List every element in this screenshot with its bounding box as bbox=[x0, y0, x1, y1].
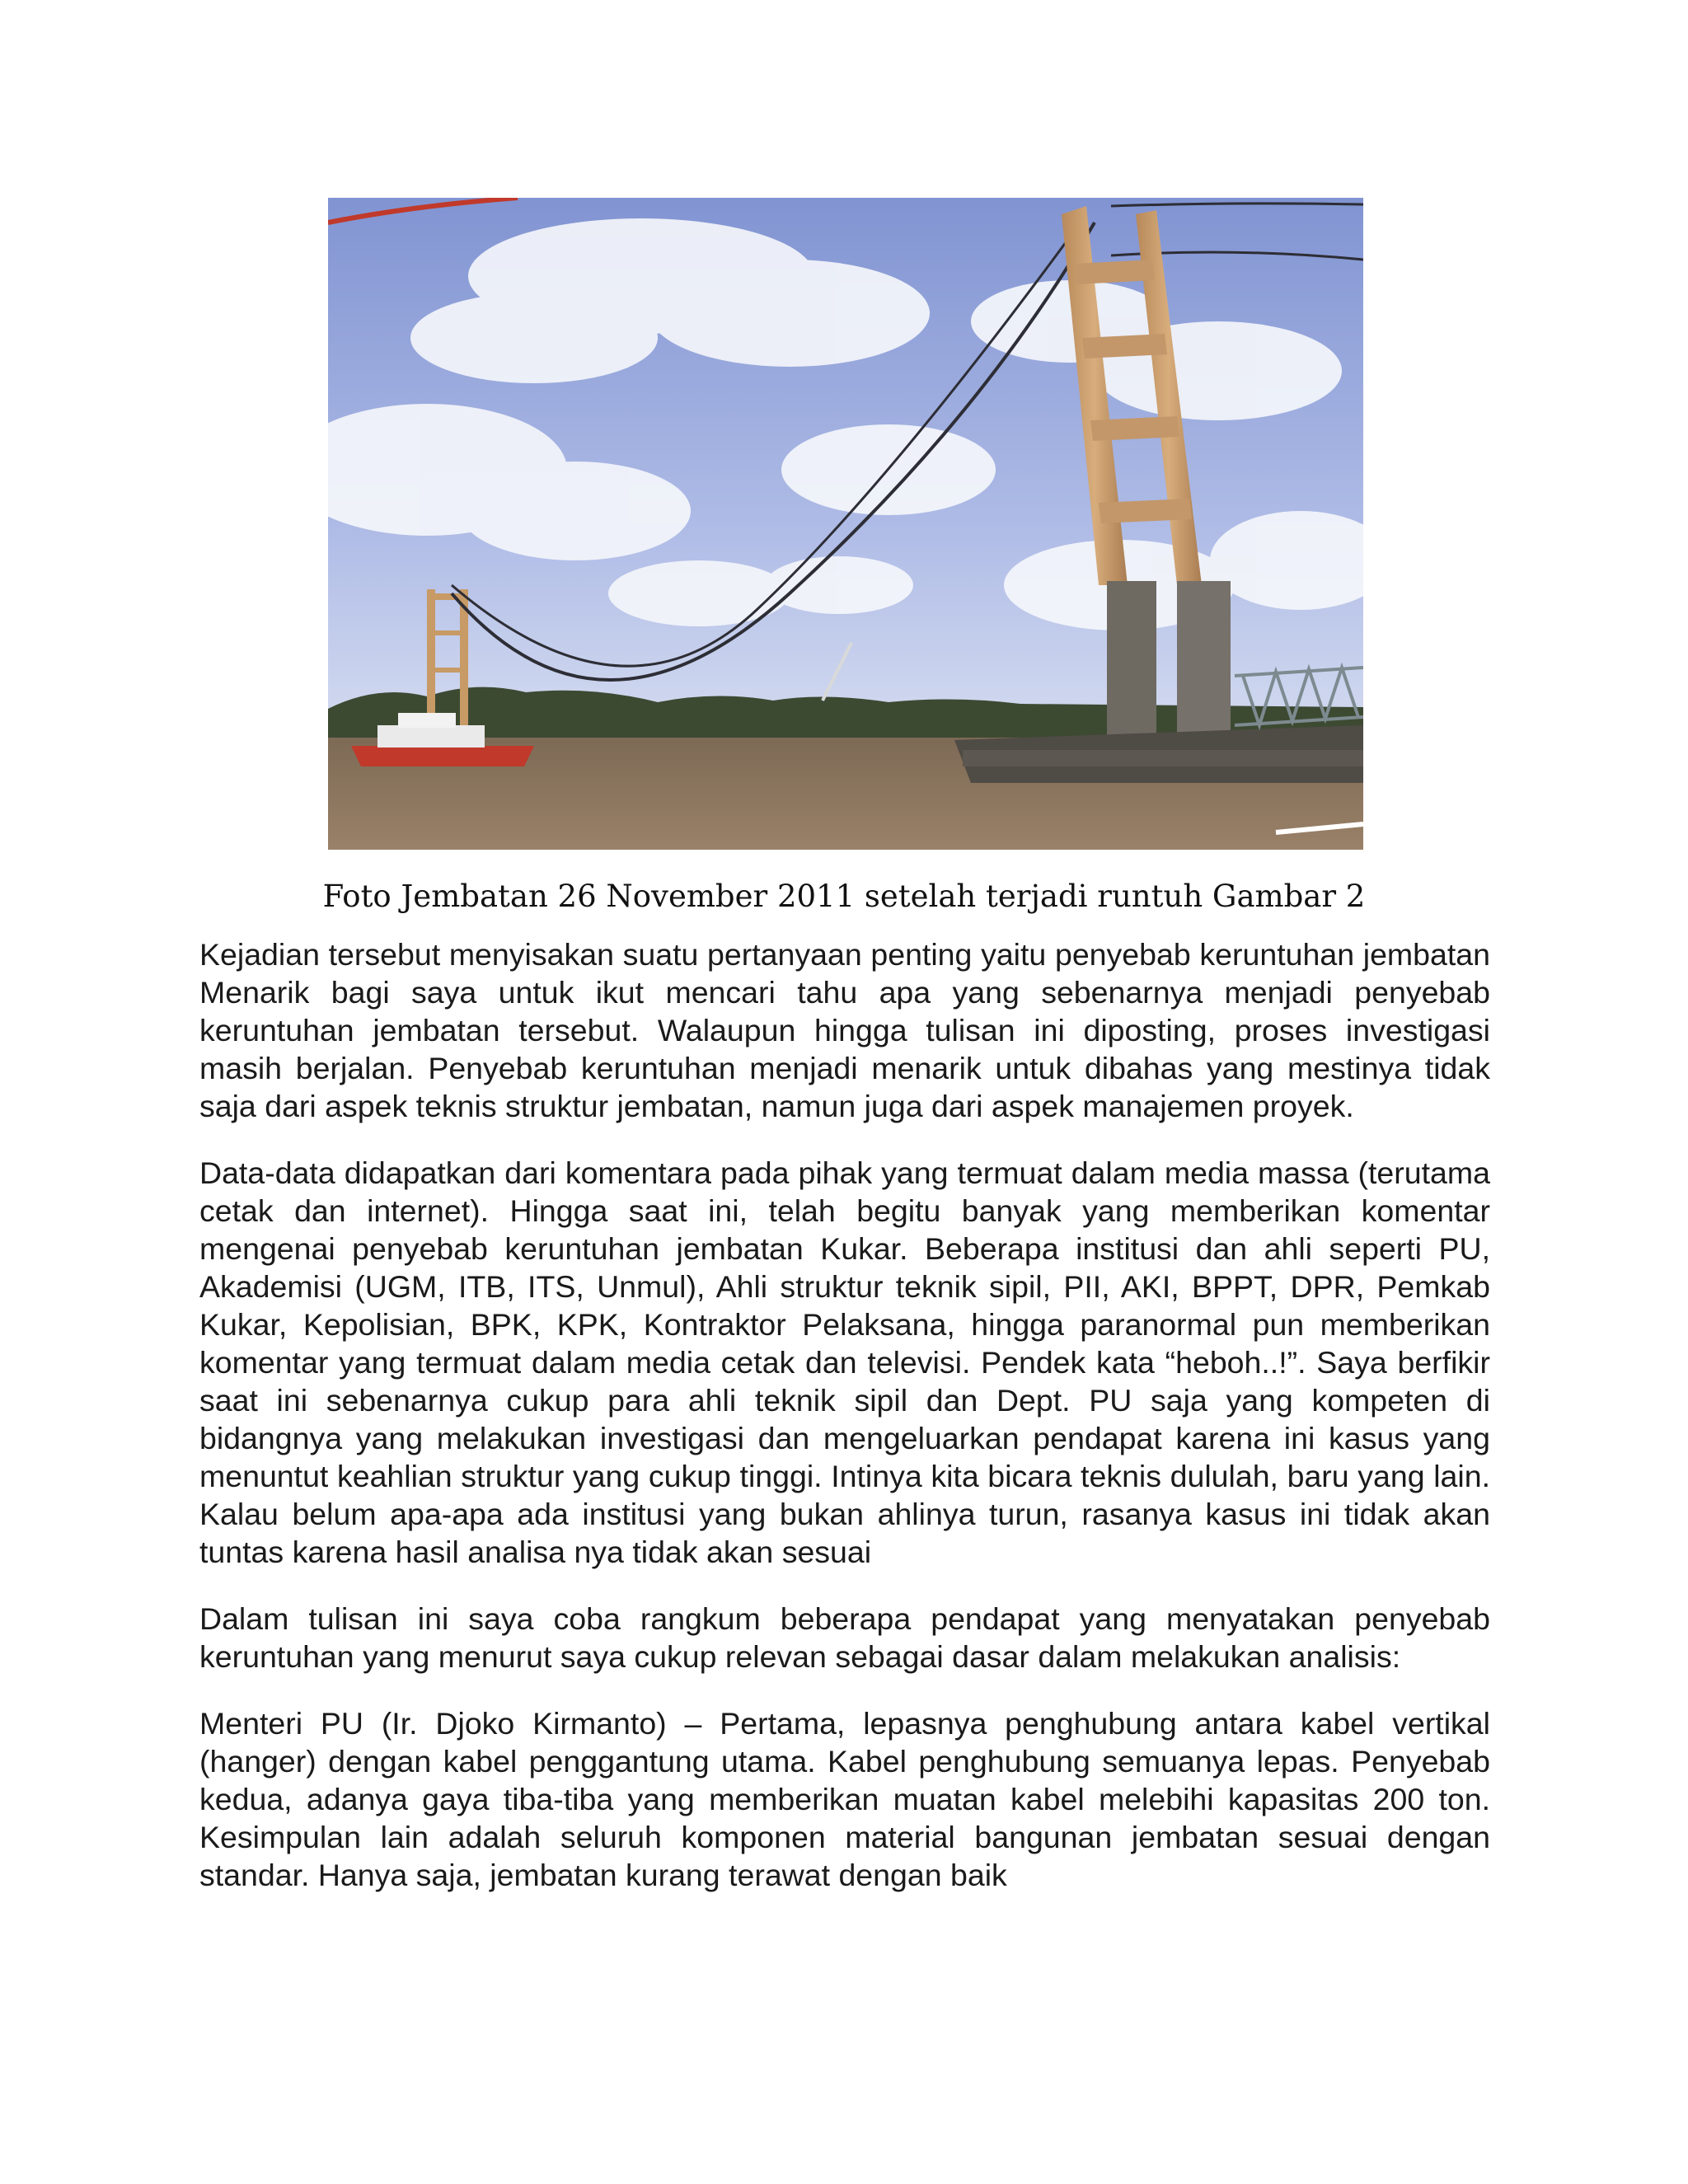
paragraph: Menteri PU (Ir. Djoko Kirmanto) – Pertama, lepasnya penghubung antara kabel vertikal (hanger) dengan kabel penggantung utama. Kabel penghubung semuanya lepas. Penyebab kedua, adanya gaya tiba-tiba yang memberikan muatan kabel melebihi kapasitas 200 ton. Kesimpulan lain adalah seluruh komponen material bangunan jembatan sesuai dengan standar. Hanya saja, jembatan kurang terawat dengan baik bbox=[199, 1706, 1490, 1892]
figure-caption: Foto Jembatan 26 November 2011 setelah terjadi runtuh Gambar 2 bbox=[322, 879, 1366, 914]
paragraph: Kejadian tersebut menyisakan suatu pertanyaan penting yaitu penyebab keruntuhan jembatan Menarik bagi saya untuk ikut mencari tahu apa yang sebenarnya menjadi penyebab keruntuhan jembatan tersebut. Walaupun hingga tulisan ini diposting, proses investigasi masih berjalan. Penyebab keruntuhan menjadi menarik untuk dibahas yang mestinya tidak saja dari aspek teknis struktur jembatan, namun juga dari aspek manajemen proyek. bbox=[199, 937, 1490, 1123]
paragraph: Dalam tulisan ini saya coba rangkum beberapa pendapat yang menyatakan penyebab keruntuhan yang menurut saya cukup relevan sebagai dasar dalam melakukan analisis: bbox=[199, 1601, 1490, 1674]
paragraph: Data-data didapatkan dari komentara pada pihak yang termuat dalam media massa (terutama cetak dan internet). Hingga saat ini, telah begitu banyak yang memberikan komentar mengenai penyebab keruntuhan jembatan Kukar. Beberapa institusi dan ahli seperti PU, Akademisi (UGM, ITB, ITS, Unmul), Ahli struktur teknik sipil, PII, AKI, BPPT, DPR, Pemkab Kukar, Kepolisian, BPK, KPK, Kontraktor Pelaksana, hingga paranormal pun memberikan komentar yang termuat dalam media cetak dan televisi. Pendek kata “heboh..!”. Saya berfikir saat ini sebenarnya cukup para ahli teknik sipil dan Dept. PU saja yang kompeten di bidangnya yang melakukan investigasi dan mengeluarkan pendapat karena ini kasus yang menuntut keahlian struktur yang cukup tinggi. Intinya kita bicara teknis dululah, baru yang lain. Kalau belum apa-apa ada institusi yang bukan ahlinya turun, rasanya kasus ini tidak akan tuntas karena hasil analisa nya tidak akan sesuai bbox=[199, 1155, 1490, 1569]
article-body bbox=[199, 935, 1490, 1923]
bridge-photo-illustration bbox=[328, 198, 1363, 850]
bridge-photo bbox=[328, 198, 1363, 850]
